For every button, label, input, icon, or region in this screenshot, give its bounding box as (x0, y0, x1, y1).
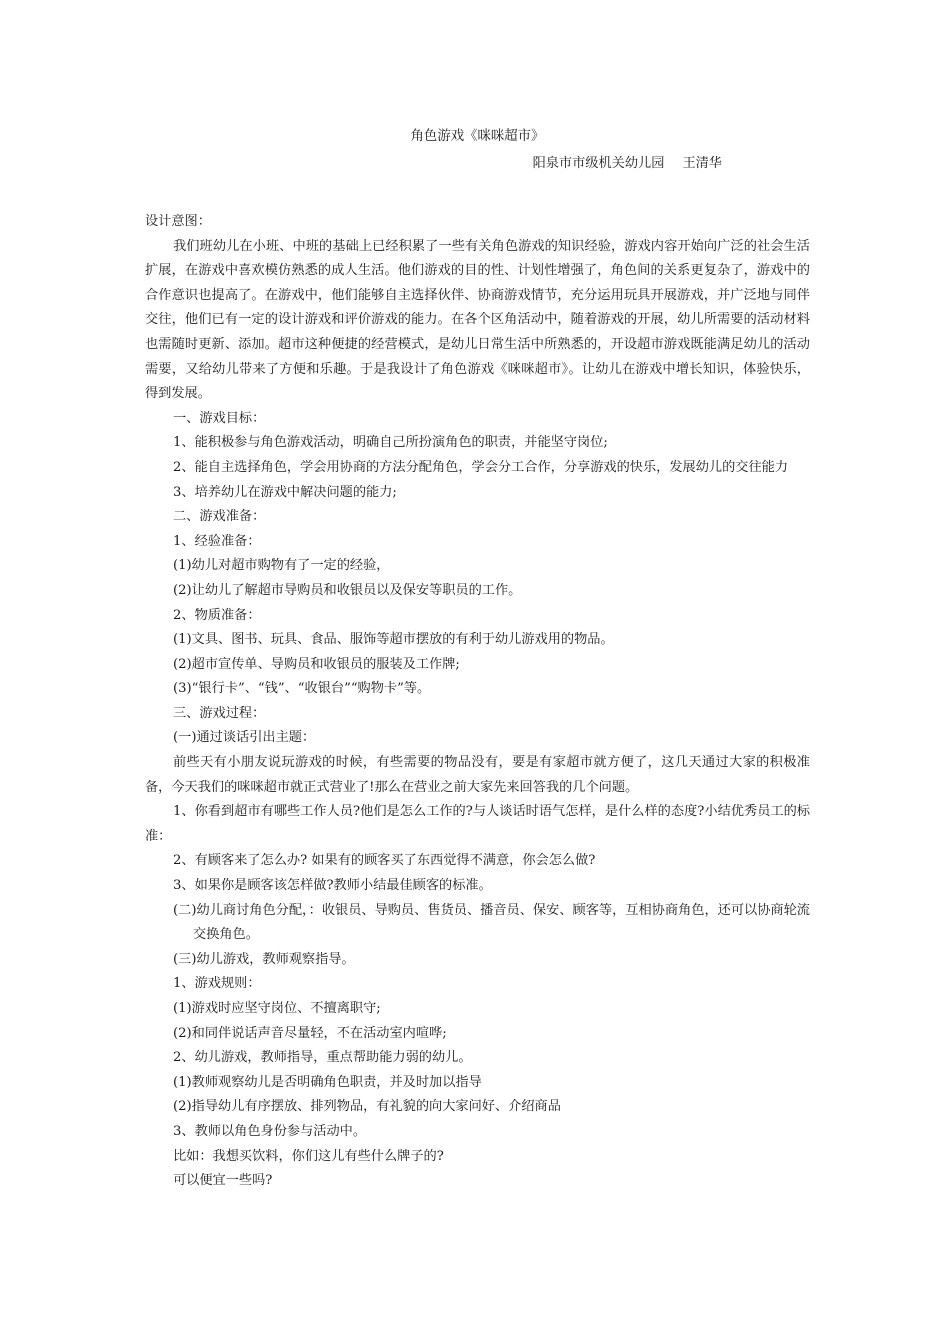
process-step: (一)通过谈话引出主题： (173, 730, 316, 746)
author-name: 王清华 (682, 156, 722, 171)
intro-paragraph: 我们班幼儿在小班、中班的基础上已经积累了一些有关角色游戏的知识经验，游戏内容开始向广泛的社会生活扩展，在游戏中喜欢模仿熟悉的成人生活。他们游戏的目的性、计划性增强了，角色间的关系更复杂了，游戏中的合作意识也提高了。在游戏中，他们能够自主选择伙伴、协商游戏情节，充分运用玩具开展游戏，并广泛地与同伴交往，他们已有一定的设计游戏和评价游戏的能力。在各个区角活动中，随着游戏的开展，幼儿所需要的活动材料也需随时更新、添加。超市这种便捷的经营模式，是幼儿日常生活中所熟悉的，开设超市游戏既能满足幼儿的活动需要，又给幼儿带来了方便和乐趣。于是我设计了角色游戏《咪咪超市》。让幼儿在游戏中增长知识，体验快乐，得到发展。 (145, 238, 810, 402)
process-step: (三)幼儿游戏，教师观察指导。 (173, 951, 355, 967)
design-heading: 设计意图： (145, 214, 211, 229)
section-process: 三、游戏过程： (173, 705, 266, 721)
document-title: 角色游戏《咪咪超市》 (410, 129, 545, 144)
prep-subitem: (3)“银行卡”、“钱”、“收银台”“购物卡”等。 (173, 681, 431, 697)
prep-subitem: (1)文具、图书、玩具、食品、服饰等超市摆放的有利于幼儿游戏用的物品。 (173, 632, 614, 648)
process-step: (二)幼儿商讨角色分配，：收银员、导购员、售货员、播音员、保安、顾客等，互相协商角色，还可以协商轮流交换角色。 (173, 902, 810, 943)
rule-item: 3、教师以角色身份参与活动中。 (173, 1123, 367, 1139)
question-item: 3、如果你是顾客该怎样做?教师小结最佳顾客的标准。 (173, 878, 492, 894)
prep-subitem: (1)幼儿对超市购物有了一定的经验， (173, 558, 390, 574)
example-line: 可以便宜一些吗? (173, 1173, 273, 1189)
prep-subitem: (2)让幼儿了解超市导购员和收银员以及保安等职员的工作。 (173, 582, 522, 598)
question-item: 1、你看到超市有哪些工作人员?他们是怎么工作的?与人谈话时语气怎样，是什么样的态度?小结优秀员工的标准： (145, 804, 810, 844)
rule-subitem: (1)教师观察幼儿是否明确角色职责，并及时加以指导 (173, 1074, 482, 1090)
prep-subitem: (2)超市宣传单、导购员和收银员的服装及工作牌; (173, 656, 460, 672)
rule-item: 2、幼儿游戏，教师指导，重点帮助能力弱的幼儿。 (173, 1050, 472, 1066)
rule-subitem: (2)和同伴说话声音尽量轻，不在活动室内喧哗; (173, 1025, 447, 1041)
author-line (145, 152, 722, 176)
author-org: 阳泉市市级机关幼儿园 (532, 156, 665, 171)
rule-subitem: (1)游戏时应坚守岗位、不擅离职守; (173, 1001, 381, 1016)
question-item: 2、有顾客来了怎么办? 如果有的顾客买了东西觉得不满意，你会怎么做? (173, 853, 596, 869)
goal-item: 2、能自主选择角色，学会用协商的方法分配角色，学会分工合作，分享游戏的快乐，发展幼儿的交往能力 (173, 459, 789, 475)
rule-item: 1、游戏规则： (173, 976, 261, 992)
section-preparation: 二、游戏准备： (173, 509, 266, 525)
prep-item: 2、物质准备： (173, 607, 261, 623)
document-page (145, 122, 810, 1194)
goal-item: 3、培养幼儿在游戏中解决问题的能力; (173, 484, 397, 500)
process-text: 前些天有小朋友说玩游戏的时候，有些需要的物品没有，要是有家超市就方便了，这几天通过大家的积极准备，今天我们的咪咪超市就正式营业了!那么在营业之前大家先来回答我的几个问题。 (145, 755, 810, 795)
example-line: 比如：我想买饮料，你们这儿有些什么牌子的? (173, 1148, 444, 1164)
rule-subitem: (2)指导幼儿有序摆放、排列物品，有礼貌的向大家问好、介绍商品 (173, 1099, 561, 1115)
section-goals: 一、游戏目标： (173, 410, 266, 426)
goal-item: 1、能积极参与角色游戏活动，明确自己所扮演角色的职责，并能坚守岗位; (173, 435, 608, 451)
prep-item: 1、经验准备： (173, 533, 261, 549)
